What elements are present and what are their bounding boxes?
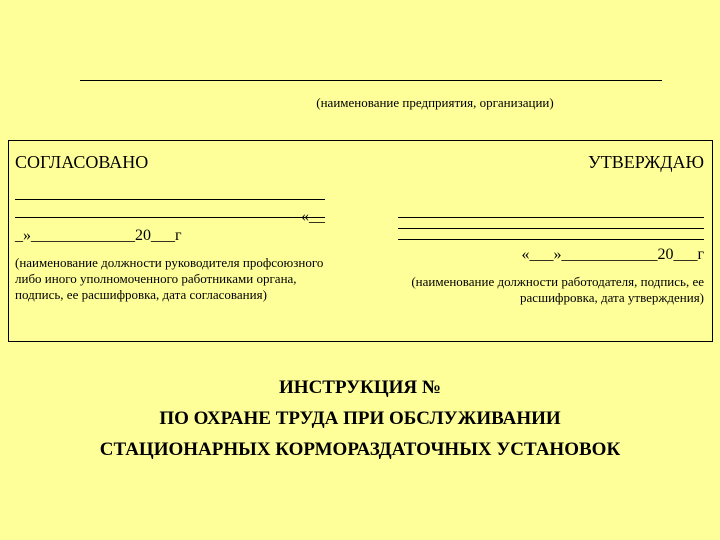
agreed-date-line: _»_____________20___г (15, 227, 182, 244)
approved-heading: УТВЕРЖДАЮ (587, 152, 704, 172)
approved-block (398, 151, 704, 306)
organization-caption: (наименование предприятия, организации) (316, 95, 554, 110)
document-title (0, 372, 720, 465)
organization-name-line (80, 80, 662, 81)
agreed-caption: (наименование должности руководителя профсоюзного либо иного уполномоченного работниками органа, подпись, ее расшифровка, дата согласования) (15, 255, 324, 302)
title-line-3: СТАЦИОНАРНЫХ КОРМОРАЗДАТОЧНЫХ УСТАНОВОК (99, 439, 621, 460)
title-line-2: ПО ОХРАНЕ ТРУДА ПРИ ОБСЛУЖИВАНИИ (159, 408, 561, 429)
agreed-heading: СОГЛАСОВАНО (15, 152, 149, 172)
signature-box (8, 140, 713, 342)
agreed-quote-open: «__ (301, 208, 325, 225)
approved-date-line: «___»____________20___г (521, 246, 704, 263)
title-line-1: ИНСТРУКЦИЯ № (279, 377, 441, 398)
agreed-block (15, 151, 325, 303)
approved-caption: (наименование должности работодателя, подпись, ее расшифровка, дата утверждения) (411, 274, 704, 305)
